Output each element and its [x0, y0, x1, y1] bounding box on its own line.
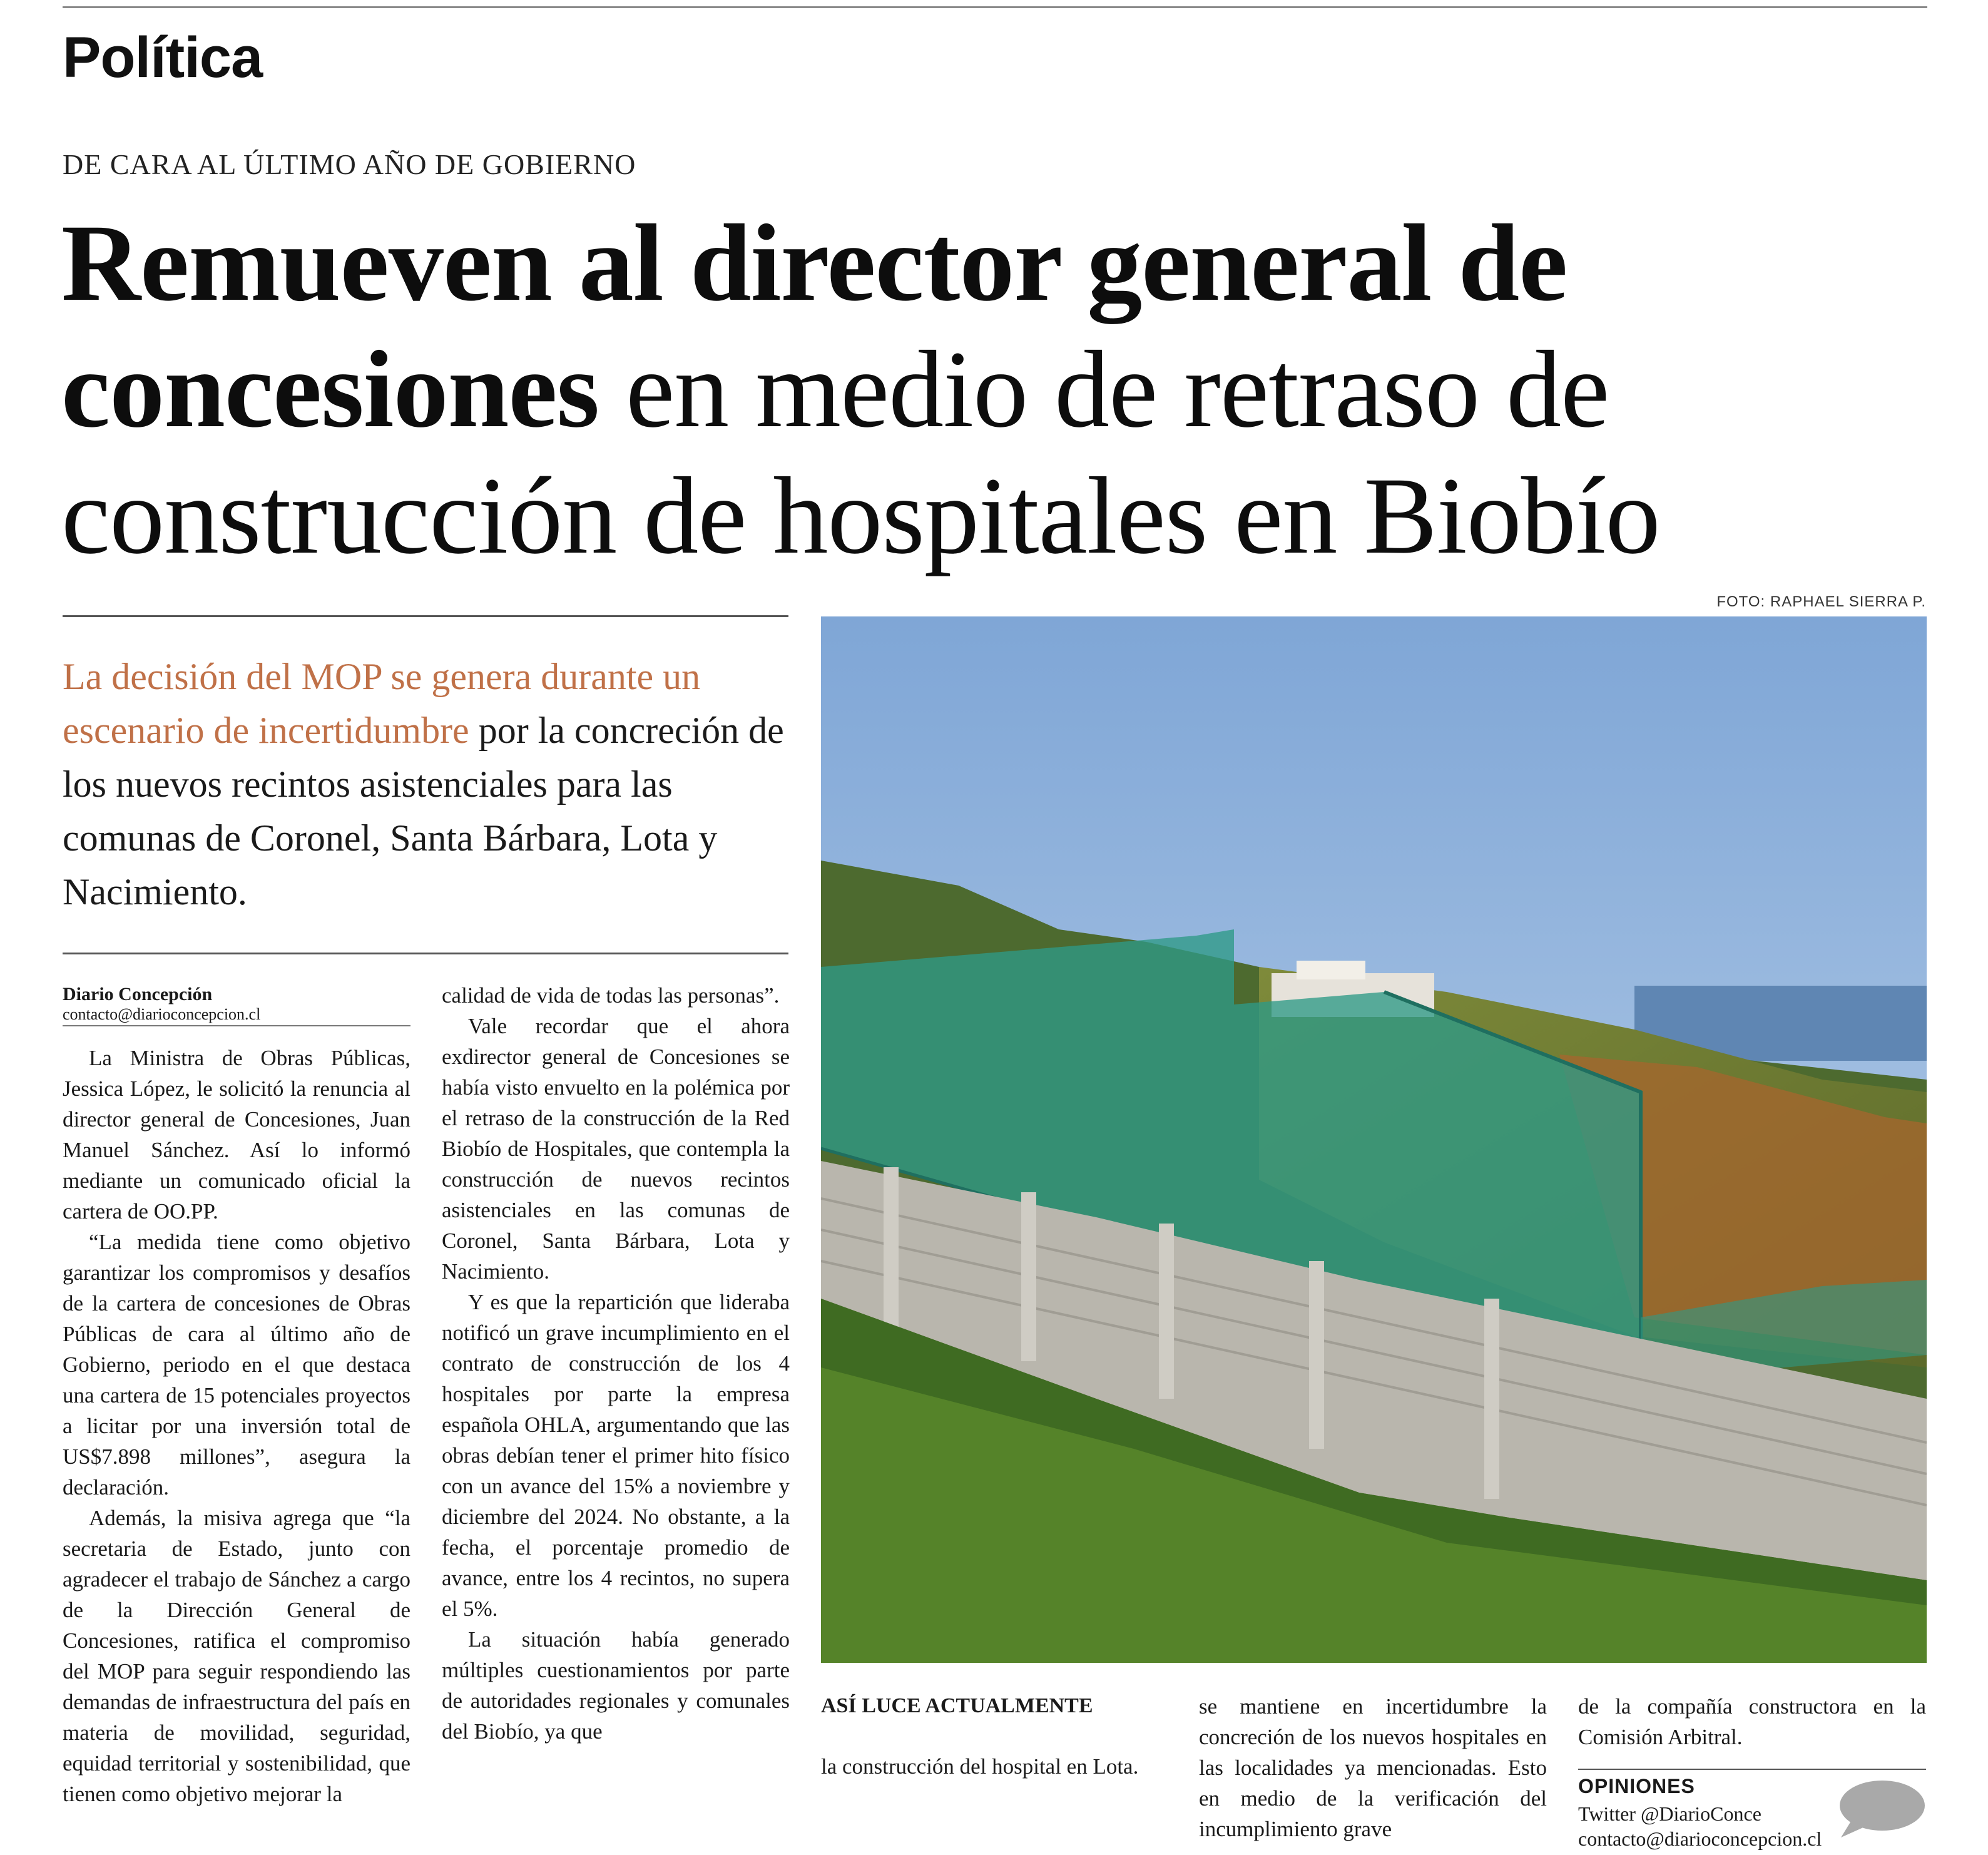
section-title: Política [63, 26, 263, 89]
body-column-4 [1578, 1691, 1926, 1752]
paragraph: de la compañía constructora en la Comisión Arbitral. [1578, 1694, 1926, 1749]
paragraph: calidad de vida de todas las personas”. [442, 983, 780, 1008]
paragraph: Vale recordar que el ahora exdirector general de Concesiones se había visto envuelto en la polémica por el retraso de la construcción de la Red Biobío de Hospitales, que contempla la construcción de nuevos recintos asistenciales en las comunas de Coronel, Santa Bárbara, Lota y Nacimiento. [442, 1014, 790, 1284]
opiniones-rule [1578, 1769, 1926, 1770]
photo-caption-text: la construcción del hospital en Lota. [821, 1754, 1139, 1779]
headline-regular: en medio de retraso de construcción de hospitales en Biobío [61, 329, 1660, 577]
byline-email: contacto@diarioconcepcion.cl [63, 1005, 261, 1023]
headline-bold: Remueven al director general de concesiones [61, 202, 1567, 451]
speech-bubble-icon [1833, 1777, 1927, 1840]
hospital-construction-photo [821, 616, 1927, 1663]
photo-credit: FOTO: RAPHAEL SIERRA P. [1716, 593, 1926, 610]
opiniones-twitter[interactable]: Twitter @DiarioConce [1578, 1802, 1761, 1825]
paragraph: Además, la misiva agrega que “la secretaria de Estado, junto con agradecer el trabajo de Sánchez a cargo de la Dirección General de Concesiones, ratifica el compromiso del MOP para seguir respondiendo las demandas de infraestructura del país en materia de movilidad, seguridad, equidad territorial y sostenibilidad, que tienen como objetivo mejorar la [63, 1506, 410, 1806]
body-column-3 [1199, 1691, 1547, 1844]
byline-rule [63, 1025, 410, 1026]
photo-caption-title: ASÍ LUCE ACTUALMENTE [821, 1694, 1093, 1717]
kicker: DE CARA AL ÚLTIMO AÑO DE GOBIERNO [63, 148, 636, 180]
dek-bottom-rule [63, 953, 788, 954]
paragraph: Y es que la repartición que lideraba notificó un grave incumplimiento en el contrato de construcción de los 4 hospitales por parte la empresa española OHLA, argumentando que las obras debían tener el primer hito físico con un avance del 15% a noviembre y diciembre del 2024. No obstante, a la fecha, el porcentaje promedio de avance, entre los 4 recintos, no supera el 5%. [442, 1290, 790, 1621]
dek-rest: por la concreción de los nuevos recintos asistenciales para las comunas de Coronel, Santa Bárbara, Lota y Nacimiento. [63, 710, 784, 912]
paragraph: La situación había generado múltiples cuestionamientos por parte de autoridades regionales y comunales del Biobío, ya que [442, 1627, 790, 1744]
opiniones-title: OPINIONES [1578, 1775, 1695, 1797]
top-rule [63, 6, 1927, 8]
body-column-1 [63, 1043, 410, 1809]
headline [61, 200, 1914, 580]
byline-name: Diario Concepción [63, 984, 213, 1004]
dek-top-rule [63, 615, 788, 617]
paragraph: La Ministra de Obras Públicas, Jessica López, le solicitó la renuncia al director general de Concesiones, Juan Manuel Sánchez. Así lo informó mediante un comunicado oficial la cartera de OO.PP. [63, 1046, 410, 1224]
body-column-2 [442, 980, 790, 1747]
dek [63, 650, 795, 919]
opiniones-email[interactable]: contacto@diarioconcepcion.cl [1578, 1827, 1822, 1850]
paragraph: se mantiene en incertidumbre la concreción de los nuevos hospitales en las localidades ya mencionadas. Esto en medio de la verificación del incumplimiento grave [1199, 1694, 1547, 1841]
paragraph: “La medida tiene como objetivo garantizar los compromisos y desafíos de la cartera de concesiones de Obras Públicas de cara al último año de Gobierno, periodo en el que destaca una cartera de 15 potenciales proyectos a licitar por una inversión total de US$7.898 millones”, asegura la declaración. [63, 1230, 410, 1500]
dek-highlight: La decisión del MOP se genera durante un escenario de incertidumbre [63, 656, 701, 751]
